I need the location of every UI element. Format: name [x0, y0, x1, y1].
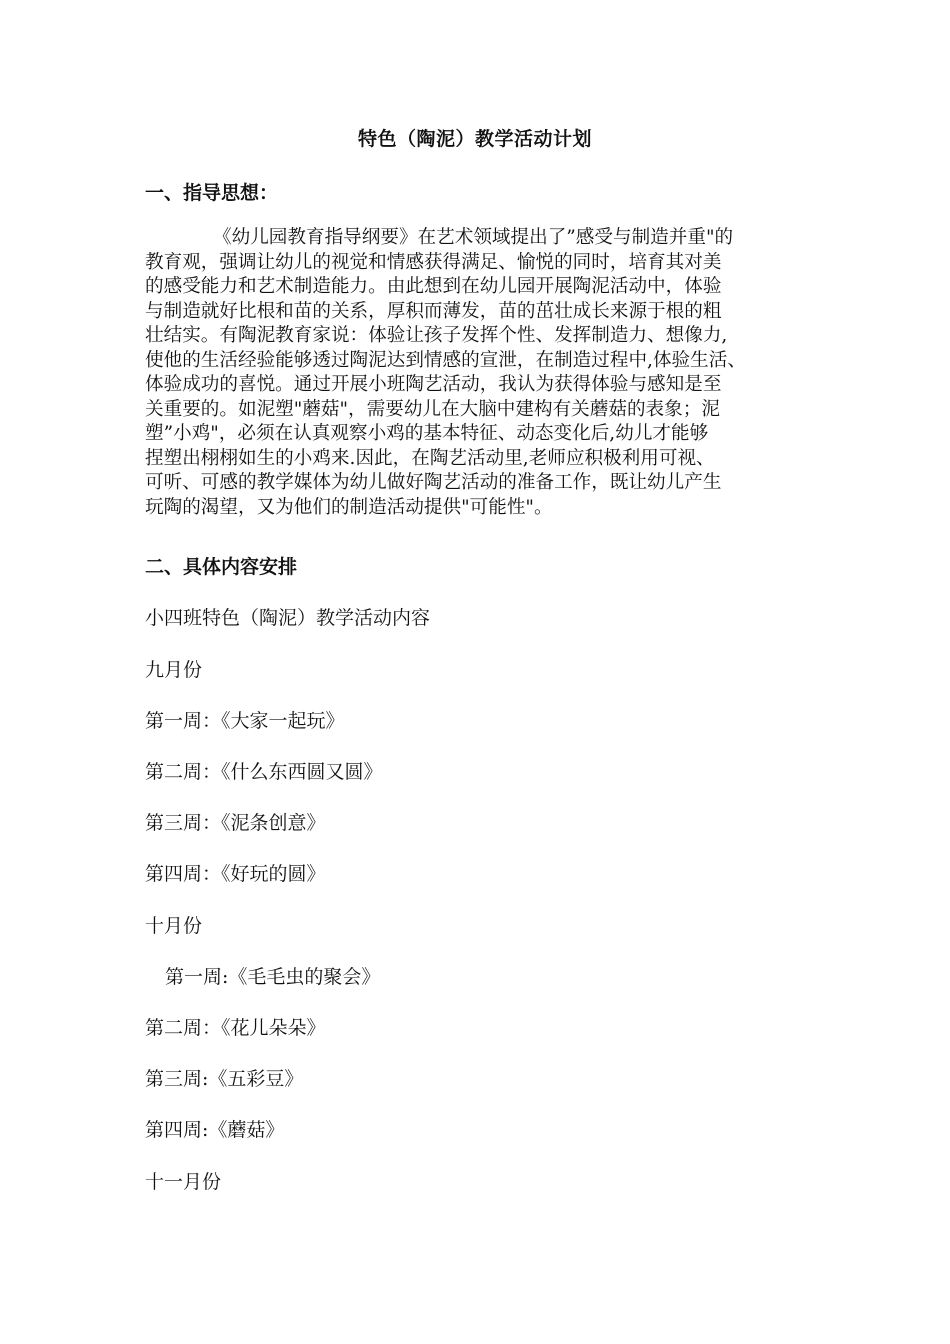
week-item: 第三周：《泥条创意》	[145, 812, 326, 834]
paragraph-line: 体验成功的喜悦。通过开展小班陶艺活动，我认为获得体验与感知是至	[145, 374, 722, 395]
plan-subtitle: 小四班特色（陶泥）教学活动内容	[145, 607, 431, 629]
paragraph-line: 关重要的。如泥塑"蘑菇"，需要幼儿在大脑中建构有关蘑菇的表象；泥	[145, 398, 720, 420]
paragraph-line: 可听、可感的教学媒体为幼儿做好陶艺活动的准备工作，既让幼儿产生	[145, 472, 722, 493]
week-item: 第一周:《毛毛虫的聚会》	[165, 966, 381, 988]
paragraph-line: 玩陶的渴望，又为他们的制造活动提供"可能性"。	[145, 496, 553, 518]
week-item: 第一周：《大家一起玩》	[145, 710, 345, 732]
paragraph-line: 使他的生活经验能够透过陶泥达到情感的宣泄，在制造过程中,体验生活、	[145, 349, 746, 371]
paragraph-line: 壮结实。有陶泥教育家说：体验让孩子发挥个性、发挥制造力、想像力,	[145, 325, 728, 346]
paragraph-line: 塑”小鸡"，必须在认真观察小鸡的基本特征、动态变化后,幼儿才能够	[145, 423, 709, 444]
document-title: 特色（陶泥）教学活动计划	[357, 128, 592, 150]
month-label-october: 十月份	[145, 915, 203, 937]
month-label-september: 九月份	[145, 659, 203, 681]
paragraph-line: 教育观，强调让幼儿的视觉和情感获得满足、愉悦的同时，培育其对美	[145, 251, 722, 273]
week-item: 第二周：《什么东西圆又圆》	[145, 761, 383, 783]
week-item: 第四周:《蘑菇》	[145, 1119, 285, 1141]
paragraph-line: 的感受能力和艺术制造能力。由此想到在幼儿园开展陶泥活动中，体验	[145, 276, 722, 297]
paragraph-line: 《幼儿园教育指导纲要》在艺术领域提出了”感受与制造并重"的	[213, 227, 734, 248]
section-heading-guiding-idea: 一、指导思想：	[145, 182, 279, 204]
paragraph-line: 捏塑出栩栩如生的小鸡来.因此，在陶艺活动里,老师应积极利用可视、	[145, 447, 715, 469]
week-item: 第三周:《五彩豆》	[145, 1068, 304, 1090]
paragraph-line: 与制造就好比根和苗的关系，厚积而薄发，苗的茁壮成长来源于根的粗	[145, 300, 722, 322]
week-item: 第四周：《好玩的圆》	[145, 863, 326, 885]
week-item: 第二周：《花儿朵朵》	[145, 1017, 326, 1039]
month-label-november: 十一月份	[145, 1171, 222, 1193]
guiding-idea-paragraph	[145, 226, 815, 520]
section-heading-content-arrangement: 二、具体内容安排	[145, 556, 298, 578]
